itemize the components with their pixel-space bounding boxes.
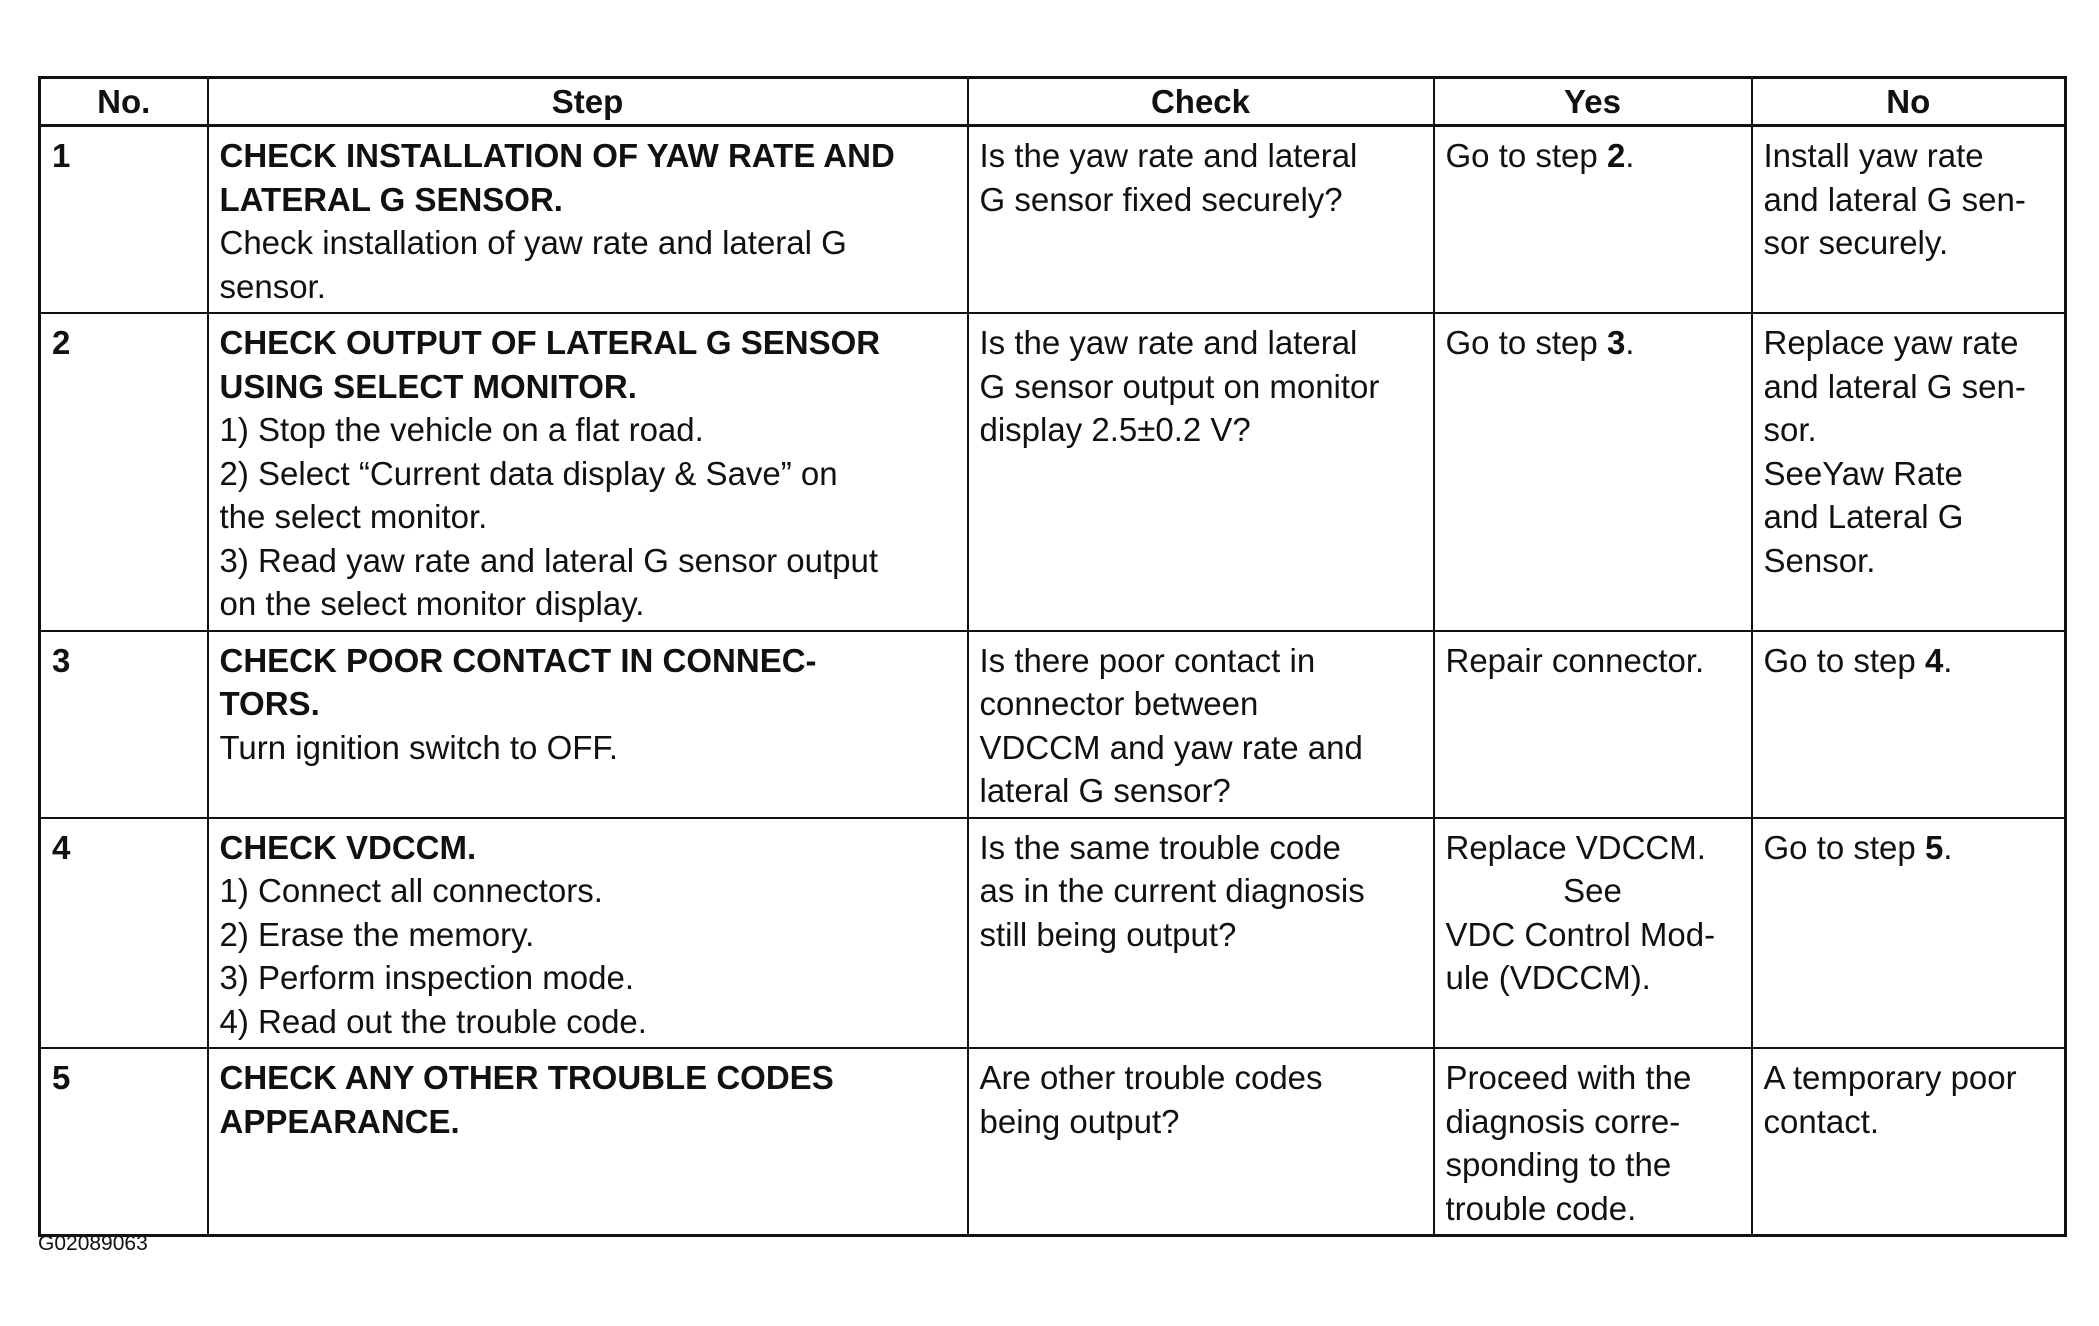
step-cell xyxy=(208,126,968,314)
step-text-line: 2) Erase the memory. xyxy=(219,915,535,953)
step-cell xyxy=(208,818,968,1049)
yes-text-line: diagnosis corre- xyxy=(1445,1102,1681,1140)
step-text-line: 4) Read out the trouble code. xyxy=(219,1002,647,1040)
no-text-line: sor securely. xyxy=(1763,224,1949,261)
no-text-line: and Lateral G xyxy=(1763,498,1964,535)
header-yes: Yes xyxy=(1434,78,1752,126)
header-no: No. xyxy=(40,78,208,126)
check-text-line: G sensor output on monitor xyxy=(979,367,1380,405)
no-step-ref: 5 xyxy=(1924,828,1944,866)
no-text-line: and lateral G sen- xyxy=(1763,367,2026,405)
check-text-line: connector between xyxy=(979,685,1259,722)
no-text-line: Replace yaw rate xyxy=(1763,324,2019,361)
no-text: Go to step xyxy=(1763,828,1925,866)
no-cell xyxy=(1752,818,2066,1049)
step-text-line: 2) Select “Current data display & Save” on xyxy=(219,454,838,492)
step-text-line: Turn ignition switch to OFF. xyxy=(219,728,619,766)
check-text-line: display 2.5±0.2 V? xyxy=(979,411,1251,448)
check-text-line: as in the current diagnosis xyxy=(979,872,1365,909)
no-text-line: Sensor. xyxy=(1763,541,1876,579)
step-text-line: 3) Read yaw rate and lateral G sensor output xyxy=(219,541,879,579)
check-cell xyxy=(968,126,1434,314)
check-cell xyxy=(968,1048,1434,1236)
no-cell xyxy=(1752,1048,2066,1236)
step-title-line: CHECK ANY OTHER TROUBLE CODES xyxy=(219,1059,834,1096)
table-header-row xyxy=(40,78,2066,126)
yes-suffix: . xyxy=(1625,324,1635,361)
no-cell xyxy=(1752,631,2066,818)
diagnostic-table xyxy=(38,76,2067,1237)
row-number: 2 xyxy=(40,313,208,631)
check-text-line: Is the yaw rate and lateral xyxy=(979,324,1358,361)
check-text-line: Are other trouble codes xyxy=(979,1059,1323,1096)
row-number: 5 xyxy=(40,1048,208,1236)
step-title-line: CHECK OUTPUT OF LATERAL G SENSOR xyxy=(219,324,881,361)
step-text-line: sensor. xyxy=(219,267,326,305)
yes-cell xyxy=(1434,126,1752,314)
header-no-result: No xyxy=(1752,78,2066,126)
table-row xyxy=(40,1048,2066,1236)
check-text-line: VDCCM and yaw rate and xyxy=(979,728,1363,766)
check-cell xyxy=(968,313,1434,631)
check-text-line: G sensor fixed securely? xyxy=(979,180,1343,218)
step-cell xyxy=(208,1048,968,1236)
table-row xyxy=(40,313,2066,631)
yes-text-line: Replace VDCCM. xyxy=(1445,828,1706,866)
step-cell xyxy=(208,313,968,631)
check-text-line: still being output? xyxy=(979,915,1237,953)
step-title-line: CHECK INSTALLATION OF YAW RATE AND xyxy=(219,137,895,174)
check-text-line: Is the same trouble code xyxy=(979,828,1341,866)
no-text-line: and lateral G sen- xyxy=(1763,180,2026,218)
step-cell xyxy=(208,631,968,818)
step-title-line: USING SELECT MONITOR. xyxy=(219,367,637,405)
step-text-line: on the select monitor display. xyxy=(219,585,645,622)
no-text-line: A temporary poor xyxy=(1763,1059,2017,1096)
yes-text-line: VDC Control Mod- xyxy=(1445,915,1716,953)
step-text-line: 3) Perform inspection mode. xyxy=(219,959,635,996)
step-title-line: LATERAL G SENSOR. xyxy=(219,180,563,218)
step-title-line: TORS. xyxy=(219,685,320,722)
no-text: Go to step xyxy=(1763,641,1925,679)
no-suffix: . xyxy=(1943,641,1953,679)
row-number: 4 xyxy=(40,818,208,1049)
no-cell xyxy=(1752,126,2066,314)
check-text-line: being output? xyxy=(979,1102,1180,1140)
no-text-line: SeeYaw Rate xyxy=(1763,454,1963,492)
yes-cell xyxy=(1434,631,1752,818)
no-text-line: Install yaw rate xyxy=(1763,137,1984,174)
row-number: 3 xyxy=(40,631,208,818)
header-step: Step xyxy=(208,78,968,126)
check-cell xyxy=(968,631,1434,818)
yes-text-line: sponding to the xyxy=(1445,1146,1672,1183)
table-row xyxy=(40,631,2066,818)
yes-cell xyxy=(1434,818,1752,1049)
yes-text-line: trouble code. xyxy=(1445,1189,1637,1227)
yes-text: Go to step xyxy=(1445,324,1607,361)
yes-see-line: See xyxy=(1563,872,1622,909)
table-row xyxy=(40,818,2066,1049)
step-text-line: 1) Stop the vehicle on a flat road. xyxy=(219,411,704,448)
table-row xyxy=(40,126,2066,314)
yes-cell xyxy=(1434,1048,1752,1236)
no-text-line: sor. xyxy=(1763,411,1817,448)
step-text-line: Check installation of yaw rate and lateral G xyxy=(219,224,847,261)
step-text-line: 1) Connect all connectors. xyxy=(219,872,603,909)
step-title-line: CHECK VDCCM. xyxy=(219,828,477,866)
yes-cell xyxy=(1434,313,1752,631)
yes-step-ref: 3 xyxy=(1606,324,1626,361)
check-cell xyxy=(968,818,1434,1049)
yes-text-line: ule (VDCCM). xyxy=(1445,959,1651,996)
step-title-line: APPEARANCE. xyxy=(219,1102,460,1140)
no-cell xyxy=(1752,313,2066,631)
check-text-line: Is the yaw rate and lateral xyxy=(979,137,1358,174)
yes-text: Go to step xyxy=(1445,137,1607,174)
yes-step-ref: 2 xyxy=(1606,137,1626,174)
no-suffix: . xyxy=(1943,828,1953,866)
no-text-line: contact. xyxy=(1763,1102,1880,1140)
yes-text: Repair connector. xyxy=(1445,641,1705,679)
step-text-line: the select monitor. xyxy=(219,498,488,535)
row-number: 1 xyxy=(40,126,208,314)
header-check: Check xyxy=(968,78,1434,126)
check-text-line: lateral G sensor? xyxy=(979,772,1231,809)
figure-code: G02089063 xyxy=(38,1232,148,1255)
yes-suffix: . xyxy=(1625,137,1635,174)
yes-text-line: Proceed with the xyxy=(1445,1059,1692,1096)
no-step-ref: 4 xyxy=(1924,641,1944,679)
check-text-line: Is there poor contact in xyxy=(979,641,1316,679)
step-title-line: CHECK POOR CONTACT IN CONNEC- xyxy=(219,641,817,679)
